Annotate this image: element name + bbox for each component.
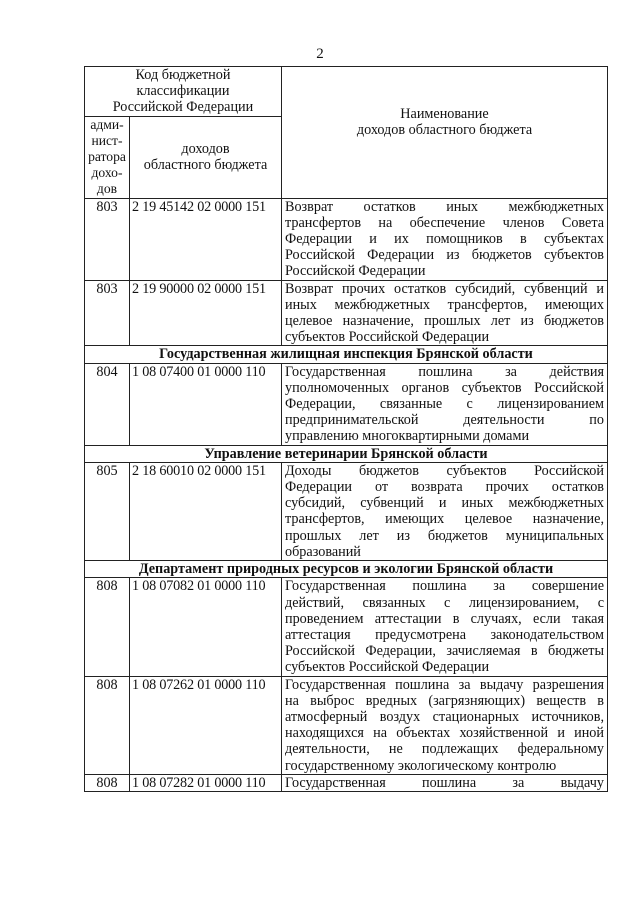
table-row xyxy=(85,462,608,560)
header-line: дов xyxy=(96,181,118,197)
income-name-line: Федерации от возврата прочих остатков xyxy=(285,479,604,496)
income-name-line: аттестация предусмотрена законодательством xyxy=(285,626,604,643)
income-name-line: Российской Федерации xyxy=(285,263,426,280)
income-name-line: Возврат остатков иных межбюджетных xyxy=(285,198,604,215)
section-title: Управление ветеринарии Брянской области xyxy=(85,445,608,462)
income-name-line: Федерации, связанные с лицензированием xyxy=(285,396,604,413)
header-line: доходов областного бюджета xyxy=(356,122,533,139)
income-name-line: на выброс вредных (загрязняющих) веществ в xyxy=(285,692,604,709)
income-name-line: Федерации и их помощников в субъектах xyxy=(285,231,604,248)
income-code-cell: 2 18 60010 02 0000 151 xyxy=(130,462,282,560)
table-row xyxy=(85,578,608,676)
income-code-column-header xyxy=(130,116,282,198)
income-name-line: иных межбюджетных трансфертов, имеющих xyxy=(285,296,604,313)
income-name-cell xyxy=(282,280,608,346)
code-group-header xyxy=(85,67,282,117)
income-name-line: трансфертов, имеющих целевое назначение, xyxy=(285,511,604,528)
income-name-line: трансфертов на обеспечение членов Совета xyxy=(285,214,604,231)
table-header-row xyxy=(85,67,608,117)
administrator-column-header xyxy=(85,116,130,198)
administrator-code-cell: 803 xyxy=(85,198,130,280)
section-row xyxy=(85,561,608,578)
income-code-cell: 1 08 07082 01 0000 110 xyxy=(130,578,282,676)
header-line: ратора xyxy=(88,149,126,165)
header-line: Российской Федерации xyxy=(112,99,254,116)
income-name-line: государственному экологическому контролю xyxy=(285,757,557,774)
table-row xyxy=(85,280,608,346)
income-name-line: Российской Федерации, зачисляемая в бюджеты xyxy=(285,643,604,660)
income-name-cell xyxy=(282,774,608,791)
name-column-header xyxy=(282,67,608,199)
income-name-line: деятельности, не подлежащих федеральному xyxy=(285,741,604,758)
administrator-code-cell: 808 xyxy=(85,676,130,774)
income-name-line: Государственная пошлина за совершение xyxy=(285,578,604,595)
income-name-cell xyxy=(282,363,608,445)
income-name-cell xyxy=(282,198,608,280)
income-name-line: Государственная пошлина за выдачу xyxy=(285,774,604,791)
table-row xyxy=(85,676,608,774)
income-code-cell: 2 19 90000 02 0000 151 xyxy=(130,280,282,346)
administrator-code-cell: 808 xyxy=(85,774,130,791)
income-name-cell xyxy=(282,578,608,676)
page-number: 2 xyxy=(316,46,324,62)
section-row xyxy=(85,445,608,462)
section-row xyxy=(85,346,608,363)
income-name-line: Государственная пошлина за выдачу разрешения xyxy=(285,676,604,693)
income-name-line: проведением аттестации в случаях, если такая xyxy=(285,610,604,627)
header-line: Наименование xyxy=(400,106,489,123)
income-name-line: атмосферный воздух стационарных источников, xyxy=(285,708,604,725)
administrator-code-cell: 803 xyxy=(85,280,130,346)
header-line: доходов xyxy=(181,140,230,157)
table-row xyxy=(85,774,608,791)
income-code-cell: 2 19 45142 02 0000 151 xyxy=(130,198,282,280)
income-name-line: Доходы бюджетов субъектов Российской xyxy=(285,462,604,479)
section-title: Департамент природных ресурсов и экологии Брянской области xyxy=(85,561,608,578)
income-code-cell: 1 08 07400 01 0000 110 xyxy=(130,363,282,445)
income-name-line: уполномоченных органов субъектов Российской xyxy=(285,379,604,396)
income-name-line: субсидий, субвенций и иных межбюджетных xyxy=(285,495,604,512)
income-name-line: управлению многоквартирными домами xyxy=(285,428,530,445)
income-code-cell: 1 08 07262 01 0000 110 xyxy=(130,676,282,774)
administrator-code-cell: 804 xyxy=(85,363,130,445)
income-name-line: субъектов Российской Федерации xyxy=(285,329,490,346)
income-name-line: Государственная пошлина за действия xyxy=(285,363,604,380)
header-line: классификации xyxy=(136,83,230,100)
income-name-cell xyxy=(282,462,608,560)
administrator-code-cell: 805 xyxy=(85,462,130,560)
income-name-line: Российской Федерации из бюджетов субъектов xyxy=(285,247,604,264)
income-name-line: прошлых лет из бюджетов муниципальных xyxy=(285,527,604,544)
income-name-line: находящихся на объектах хозяйственной и иной xyxy=(285,725,604,742)
income-name-cell xyxy=(282,676,608,774)
income-name-line: целевое назначение, прошлых лет из бюджетов xyxy=(285,313,604,330)
header-line: дохо- xyxy=(91,165,123,181)
header-line: нист- xyxy=(91,132,123,148)
income-name-line: образований xyxy=(285,543,361,560)
header-line: областного бюджета xyxy=(143,157,268,174)
section-title: Государственная жилищная инспекция Брянской области xyxy=(85,346,608,363)
budget-classification-table xyxy=(84,66,608,792)
income-code-cell: 1 08 07282 01 0000 110 xyxy=(130,774,282,791)
income-name-line: субъектов Российской Федерации xyxy=(285,659,490,676)
header-line: Код бюджетной xyxy=(135,67,231,83)
administrator-code-cell: 808 xyxy=(85,578,130,676)
income-name-line: предпринимательской деятельности по xyxy=(285,412,604,429)
income-name-line: Возврат прочих остатков субсидий, субвенций и xyxy=(285,280,604,297)
table-row xyxy=(85,198,608,280)
income-name-line: действий, связанных с лицензированием, с xyxy=(285,594,604,611)
header-line: адми- xyxy=(90,116,124,132)
table-row xyxy=(85,363,608,445)
